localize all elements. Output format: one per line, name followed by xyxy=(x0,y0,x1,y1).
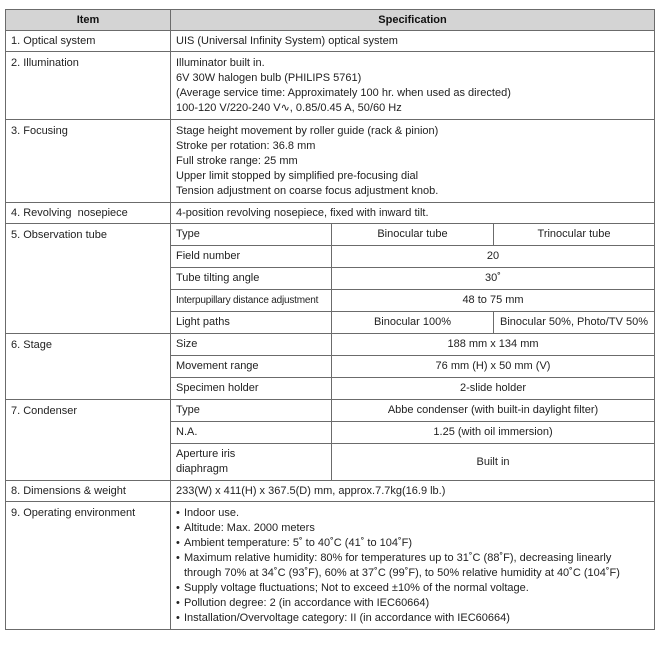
spec-illumination xyxy=(171,52,655,120)
item-dimensions: 8. Dimensions & weight xyxy=(6,481,171,502)
sub-value: 76 mm (H) x 50 mm (V) xyxy=(332,356,655,378)
row-illumination xyxy=(6,52,655,120)
sub-label xyxy=(171,444,332,481)
spec-focusing xyxy=(171,120,655,203)
sub-label-line: diaphragm xyxy=(176,463,228,475)
binocular-value: Binocular tube xyxy=(332,224,494,246)
sub-label: Type xyxy=(171,224,332,246)
list-item: • Ambient temperature: 5˚ to 40˚C (41˚ to 104˚F) xyxy=(176,536,649,551)
sub-value: 48 to 75 mm xyxy=(332,290,655,312)
row-condenser-type xyxy=(6,400,655,422)
sub-value: Abbe condenser (with built-in daylight filter) xyxy=(332,400,655,422)
trinocular-value: Binocular 50%, Photo/TV 50% xyxy=(494,312,655,334)
item-stage: 6. Stage xyxy=(6,334,171,400)
row-dimensions xyxy=(6,481,655,502)
spec-line: 6V 30W halogen bulb (PHILIPS 5761) xyxy=(176,72,362,84)
row-nosepiece xyxy=(6,203,655,224)
sub-value: 2-slide holder xyxy=(332,378,655,400)
trinocular-value: Trinocular tube xyxy=(494,224,655,246)
environment-list xyxy=(176,506,649,626)
sub-label: Light paths xyxy=(171,312,332,334)
item-environment: 9. Operating environment xyxy=(6,502,171,630)
sub-label: Tube tilting angle xyxy=(171,268,332,290)
sub-label-line: Aperture iris xyxy=(176,448,236,460)
spec-line: (Average service time: Approximately 100 hr. when used as directed) xyxy=(176,87,511,99)
spec-line: Tension adjustment on coarse focus adjustment knob. xyxy=(176,185,439,197)
item-focusing: 3. Focusing xyxy=(6,120,171,203)
sub-label: Size xyxy=(171,334,332,356)
sub-label: Specimen holder xyxy=(171,378,332,400)
sub-value: 188 mm x 134 mm xyxy=(332,334,655,356)
list-item: • Supply voltage fluctuations; Not to exceed ±10% of the normal voltage. xyxy=(176,581,649,596)
list-item: • Pollution degree: 2 (in accordance with IEC60664) xyxy=(176,596,649,611)
sub-value: Built in xyxy=(332,444,655,481)
item-observation-tube: 5. Observation tube xyxy=(6,224,171,334)
list-item: • Installation/Overvoltage category: II (in accordance with IEC60664) xyxy=(176,611,649,626)
spec-line: Upper limit stopped by simplified pre-focusing dial xyxy=(176,170,419,182)
sub-value: 30˚ xyxy=(332,268,655,290)
list-item: • Altitude: Max. 2000 meters xyxy=(176,521,649,536)
item-illumination: 2. Illumination xyxy=(6,52,171,120)
row-optical-system xyxy=(6,31,655,52)
row-stage-size xyxy=(6,334,655,356)
header-specification: Specification xyxy=(171,10,655,31)
spec-line: Illuminator built in. xyxy=(176,57,265,69)
binocular-value: Binocular 100% xyxy=(332,312,494,334)
header-item: Item xyxy=(6,10,171,31)
sub-label: Type xyxy=(171,400,332,422)
list-item: • Indoor use. xyxy=(176,506,649,521)
sub-label: N.A. xyxy=(171,422,332,444)
spec-dimensions: 233(W) x 411(H) x 367.5(D) mm, approx.7.7kg(16.9 lb.) xyxy=(171,481,655,502)
spec-line: Full stroke range: 25 mm xyxy=(176,155,298,167)
row-environment xyxy=(6,502,655,630)
spec-nosepiece: 4-position revolving nosepiece, fixed with inward tilt. xyxy=(171,203,655,224)
spec-line: 100-120 V/220-240 V∿, 0.85/0.45 A, 50/60 Hz xyxy=(176,102,402,114)
spec-line: Stage height movement by roller guide (rack & pinion) xyxy=(176,125,439,137)
header-row xyxy=(6,10,655,31)
sub-label: Interpupillary distance adjustment xyxy=(171,290,332,312)
sub-label: Field number xyxy=(171,246,332,268)
item-optical-system: 1. Optical system xyxy=(6,31,171,52)
spec-line: Stroke per rotation: 36.8 mm xyxy=(176,140,316,152)
row-focusing xyxy=(6,120,655,203)
sub-label: Movement range xyxy=(171,356,332,378)
sub-value: 20 xyxy=(332,246,655,268)
spec-environment xyxy=(171,502,655,630)
row-observation-type xyxy=(6,224,655,246)
item-nosepiece: 4. Revolving nosepiece xyxy=(6,203,171,224)
list-item: • Maximum relative humidity: 80% for temperatures up to 31˚C (88˚F), decreasing linearly through 70% at 34˚C (93˚F), 60% at 37˚C (99˚F), to 50% relative humidity at 40˚C (104˚F) xyxy=(176,551,649,581)
item-condenser: 7. Condenser xyxy=(6,400,171,481)
specification-table xyxy=(5,9,655,630)
sub-value: 1.25 (with oil immersion) xyxy=(332,422,655,444)
spec-optical-system: UIS (Universal Infinity System) optical system xyxy=(171,31,655,52)
